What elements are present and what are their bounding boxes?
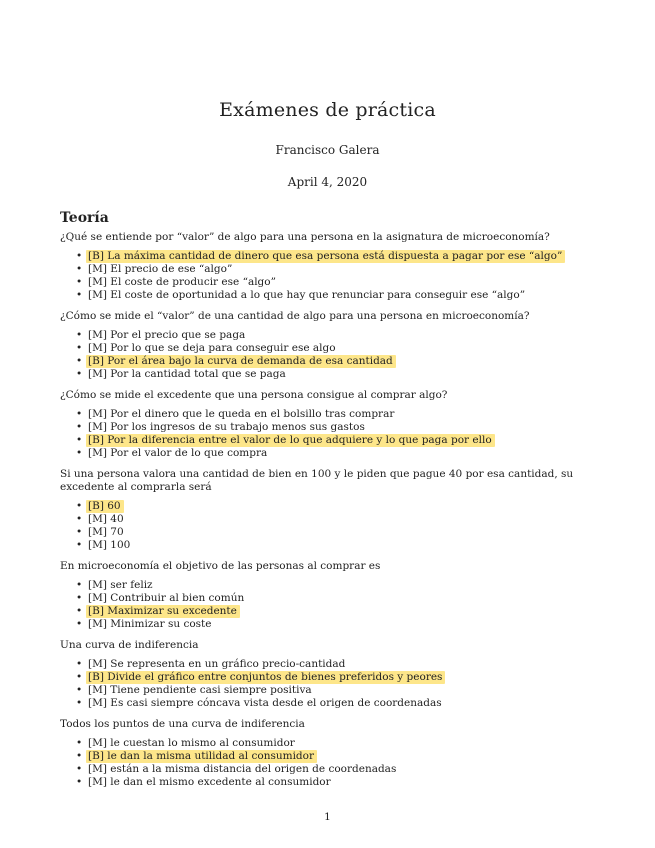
answer-option-text: [M] Minimizar su coste bbox=[88, 618, 212, 630]
answer-option-text: [B] Por el área bajo la curva de demanda de esa cantidad bbox=[86, 355, 396, 368]
answer-option bbox=[60, 276, 600, 289]
answer-option-text: [M] Por el precio que se paga bbox=[88, 329, 246, 341]
answer-option bbox=[60, 526, 600, 539]
answer-options bbox=[60, 250, 600, 302]
answer-option bbox=[60, 658, 600, 671]
answer-option bbox=[60, 763, 600, 776]
answer-option-correct bbox=[60, 434, 600, 447]
answer-option-text: [M] ser feliz bbox=[88, 579, 153, 591]
answer-option bbox=[60, 618, 600, 631]
question-list bbox=[60, 231, 600, 797]
section-heading: Teoría bbox=[60, 210, 109, 226]
question-text: ¿Cómo se mide el “valor” de una cantidad de algo para una persona en microeconomía? bbox=[60, 310, 530, 322]
answer-options bbox=[60, 500, 600, 552]
answer-options bbox=[60, 329, 600, 381]
question-text: Una curva de indiferencia bbox=[60, 639, 199, 651]
answer-option bbox=[60, 421, 600, 434]
answer-option bbox=[60, 697, 600, 710]
answer-option-text: [M] El precio de ese “algo” bbox=[88, 263, 233, 275]
answer-option-text: [B] 60 bbox=[86, 500, 124, 513]
answer-option-text: [M] 70 bbox=[88, 526, 124, 538]
answer-option-correct bbox=[60, 671, 600, 684]
answer-options bbox=[60, 408, 600, 460]
answer-option-text: [M] Por lo que se deja para conseguir ese algo bbox=[88, 342, 336, 354]
answer-option-text: [M] están a la misma distancia del origen de coordenadas bbox=[88, 763, 397, 775]
answer-option-text: [M] 40 bbox=[88, 513, 124, 525]
answer-option bbox=[60, 408, 600, 421]
answer-option bbox=[60, 684, 600, 697]
answer-option bbox=[60, 776, 600, 789]
answer-option-text: [M] Es casi siempre cóncava vista desde el origen de coordenadas bbox=[88, 697, 442, 709]
answer-option-correct bbox=[60, 605, 600, 618]
answer-option bbox=[60, 368, 600, 381]
answer-option-text: [M] Por la cantidad total que se paga bbox=[88, 368, 286, 380]
answer-option-text: [M] le dan el mismo excedente al consumidor bbox=[88, 776, 331, 788]
page-number: 1 bbox=[324, 811, 331, 823]
question-text: En microeconomía el objetivo de las personas al comprar es bbox=[60, 560, 381, 572]
answer-option bbox=[60, 447, 600, 460]
question-text: ¿Cómo se mide el excedente que una persona consigue al comprar algo? bbox=[60, 389, 448, 401]
answer-option-text: [B] Maximizar su excedente bbox=[86, 605, 240, 618]
date: April 4, 2020 bbox=[287, 175, 368, 189]
answer-option-text: [M] Contribuir al bien común bbox=[88, 592, 245, 604]
question-text: Todos los puntos de una curva de indiferencia bbox=[60, 718, 305, 730]
answer-option-text: [M] Por el valor de lo que compra bbox=[88, 447, 268, 459]
answer-option bbox=[60, 329, 600, 342]
answer-option-text: [M] le cuestan lo mismo al consumidor bbox=[88, 737, 295, 749]
answer-option-text: [M] El coste de oportunidad a lo que hay que renunciar para conseguir ese “algo” bbox=[88, 289, 526, 301]
answer-option bbox=[60, 342, 600, 355]
answer-options bbox=[60, 579, 600, 631]
answer-option bbox=[60, 513, 600, 526]
answer-option-text: [M] Por el dinero que le queda en el bolsillo tras comprar bbox=[88, 408, 395, 420]
answer-option bbox=[60, 289, 600, 302]
answer-option bbox=[60, 263, 600, 276]
answer-option-correct bbox=[60, 750, 600, 763]
answer-option bbox=[60, 539, 600, 552]
answer-option-text: [B] Divide el gráfico entre conjuntos de bienes preferidos y peores bbox=[86, 671, 445, 684]
answer-option-text: [M] El coste de producir ese “algo” bbox=[88, 276, 276, 288]
answer-option-text: [M] Tiene pendiente casi siempre positiva bbox=[88, 684, 312, 696]
answer-option-text: [M] 100 bbox=[88, 539, 131, 551]
page-title: Exámenes de práctica bbox=[219, 99, 436, 121]
question-text: Si una persona valora una cantidad de bien en 100 y le piden que pague 40 por esa cantidad, su excedente al comprarla será bbox=[60, 468, 574, 493]
answer-options bbox=[60, 737, 600, 789]
answer-option bbox=[60, 579, 600, 592]
answer-option-correct bbox=[60, 355, 600, 368]
author: Francisco Galera bbox=[275, 143, 380, 157]
answer-option-text: [M] Por los ingresos de su trabajo menos sus gastos bbox=[88, 421, 365, 433]
question-text: ¿Qué se entiende por “valor” de algo para una persona en la asignatura de microeconomía? bbox=[60, 231, 550, 243]
answer-option bbox=[60, 737, 600, 750]
answer-option bbox=[60, 592, 600, 605]
answer-option-text: [B] le dan la misma utilidad al consumidor bbox=[86, 750, 317, 763]
answer-option-text: [M] Se representa en un gráfico precio-cantidad bbox=[88, 658, 346, 670]
answer-option-correct bbox=[60, 500, 600, 513]
answer-option-correct bbox=[60, 250, 600, 263]
answer-option-text: [B] Por la diferencia entre el valor de lo que adquiere y lo que paga por ello bbox=[86, 434, 495, 447]
answer-options bbox=[60, 658, 600, 710]
answer-option-text: [B] La máxima cantidad de dinero que esa persona está dispuesta a pagar por ese “algo” bbox=[86, 250, 565, 263]
